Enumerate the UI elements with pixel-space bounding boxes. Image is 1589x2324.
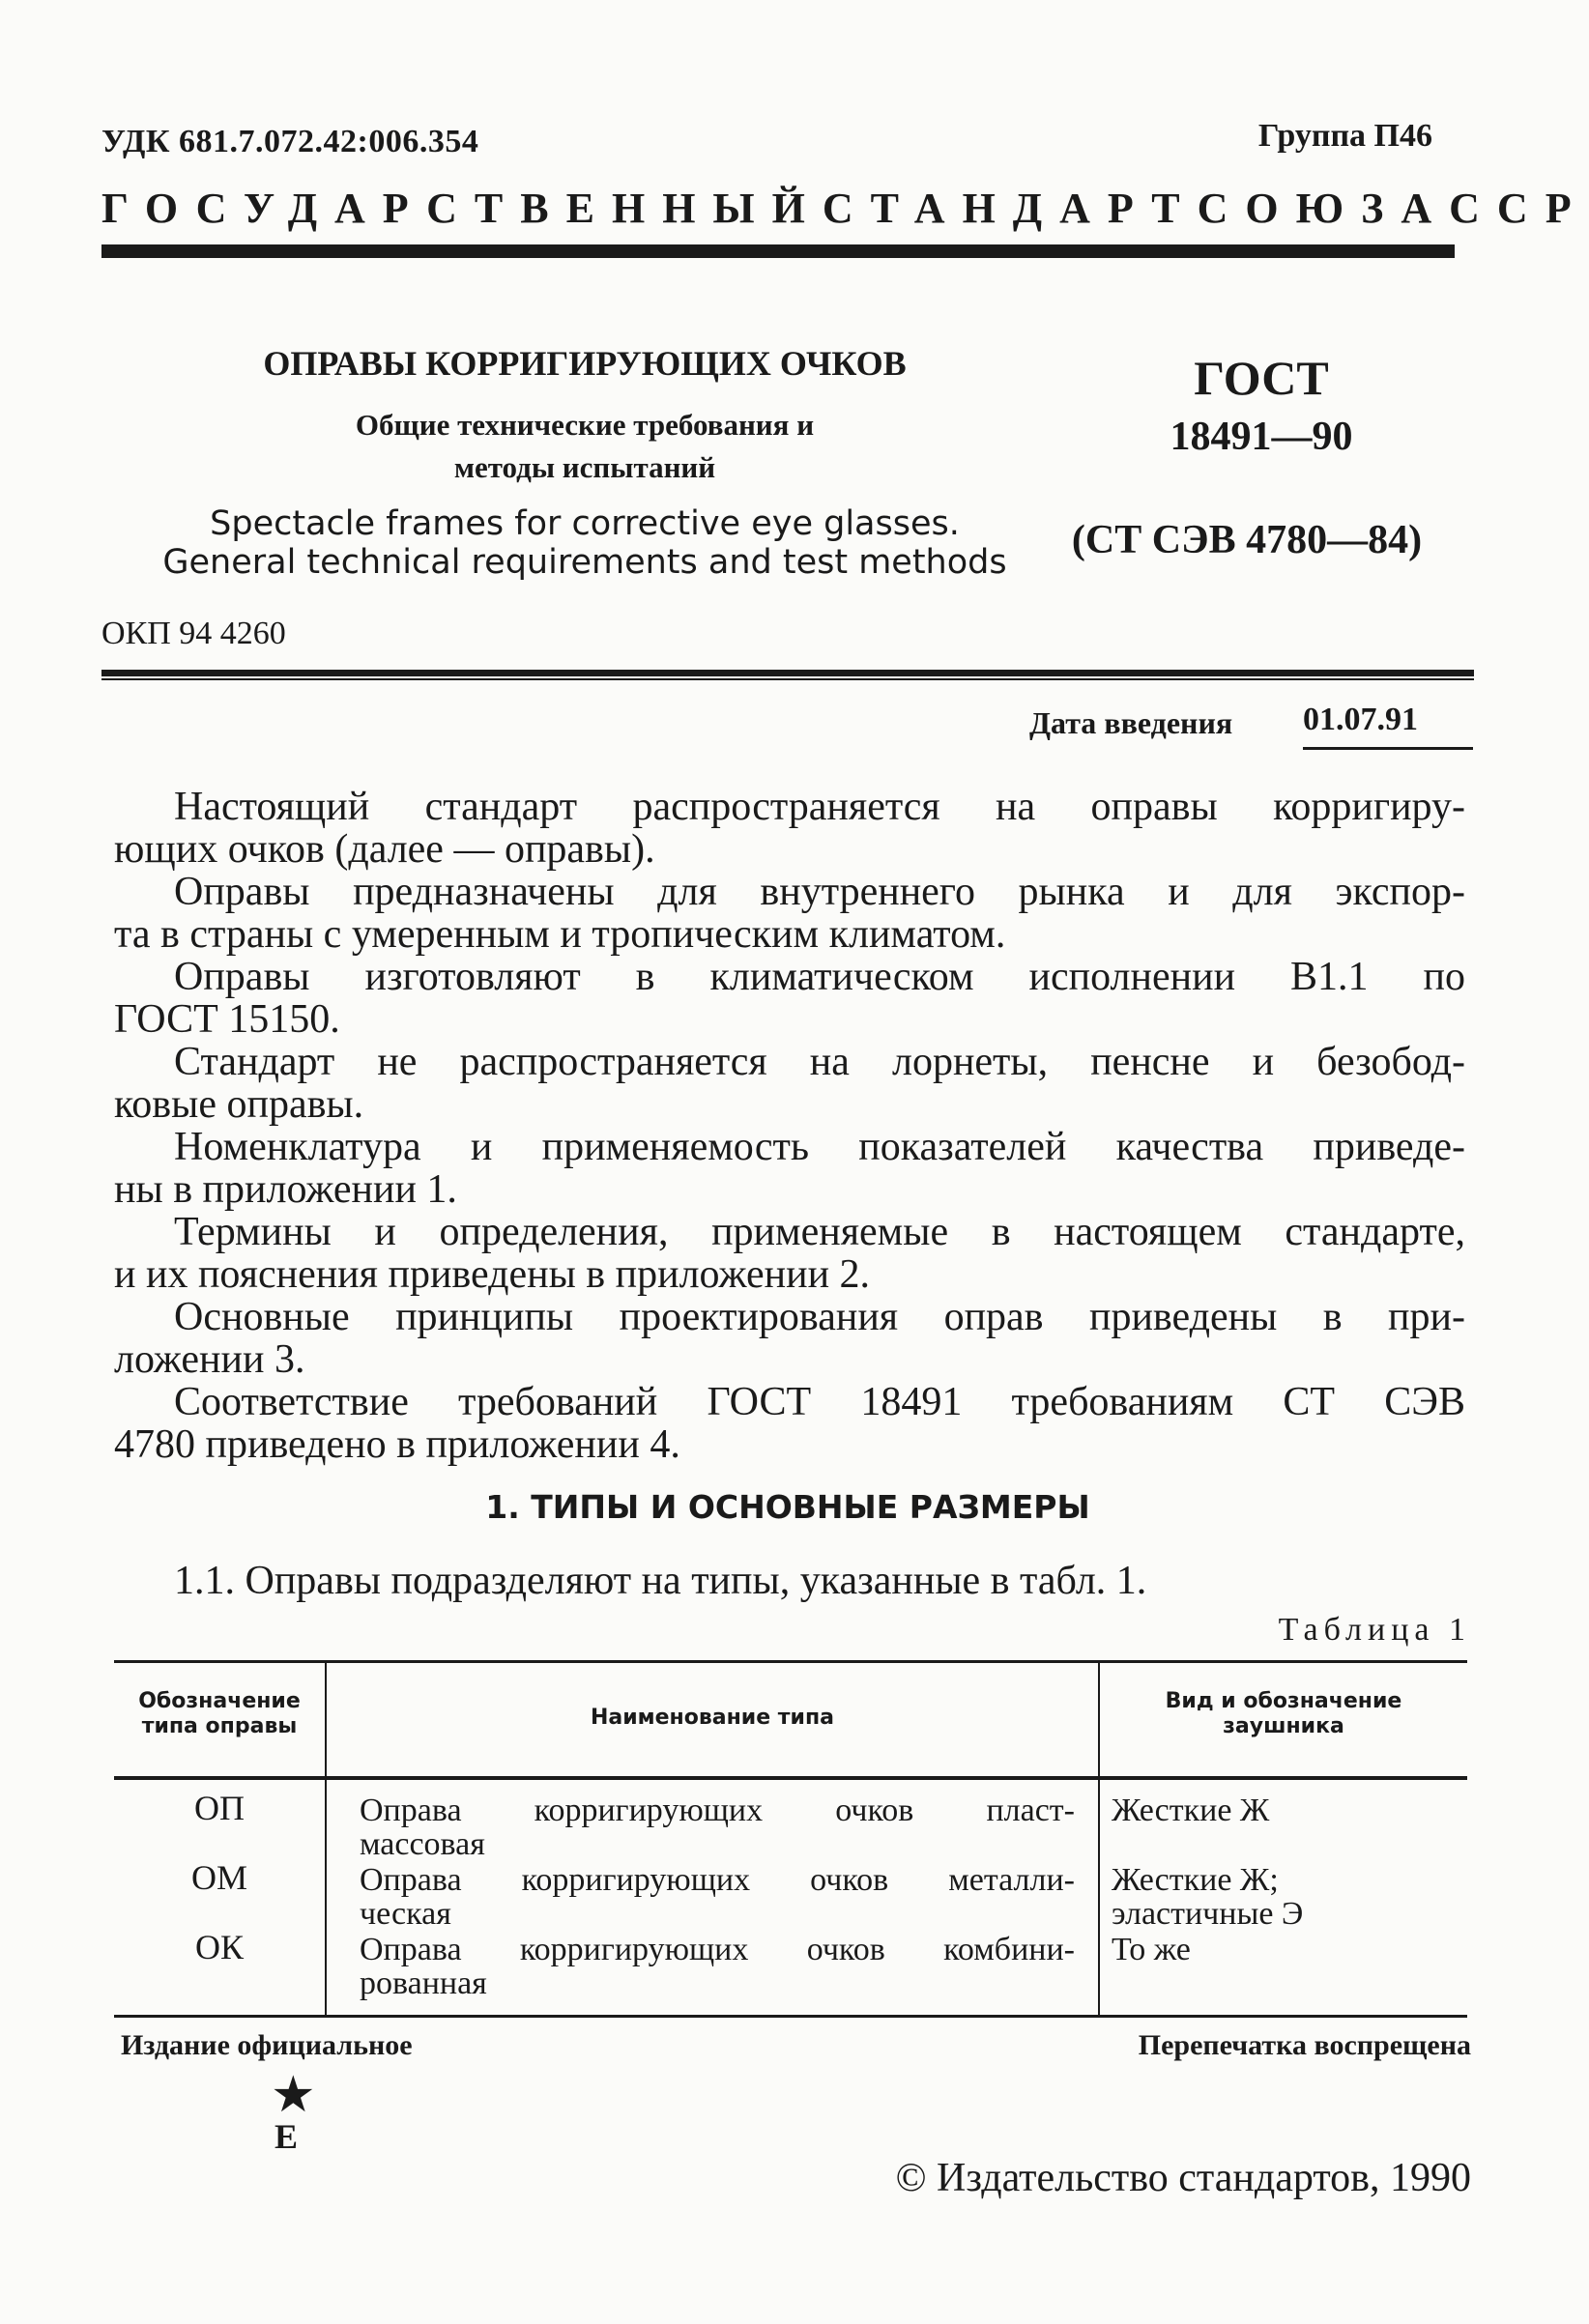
- table-header-code-line-2: типа оправы: [141, 1714, 298, 1738]
- paragraph-line: ковые оправы.: [114, 1082, 364, 1127]
- paragraph-line: Номенклатура и применяемость показателей качества приведе-: [174, 1125, 1465, 1169]
- paragraph-line: ны в приложении 1.: [114, 1167, 457, 1212]
- intro-date-value: 01.07.91: [1303, 702, 1418, 737]
- table-caption: Таблица 1: [1278, 1612, 1471, 1648]
- paragraph-line: ГОСТ 15150.: [114, 997, 340, 1042]
- paragraph-line: Стандарт не распространяется на лорнеты, пенсне и безобод-: [174, 1040, 1465, 1084]
- english-title-line-1: Spectacle frames for corrective eye glasses.: [210, 504, 960, 543]
- paragraph-line: Настоящий стандарт распространяется на оправы корригиру-: [174, 785, 1465, 829]
- table-header-code-line-1: Обозначение: [138, 1689, 301, 1713]
- intro-date-underline: [1303, 747, 1473, 750]
- document-subtitle: [208, 404, 962, 489]
- english-title: [145, 504, 1025, 582]
- table-top-rule: [114, 1660, 1467, 1663]
- table-cell-view-line: Жесткие Ж: [1112, 1793, 1270, 1828]
- table-cell-name-line: рованная: [360, 1965, 487, 2001]
- paragraph-correspondence: [114, 1381, 1465, 1466]
- table-header-view: [1100, 1689, 1467, 1739]
- paragraph-line: та в страны с умеренным и тропическим климатом.: [114, 912, 1006, 957]
- title-rule: [101, 670, 1474, 676]
- paragraph-line: Оправы изготовляют в климатическом исполнении В1.1 по: [174, 955, 1465, 999]
- table-header-rule: [114, 1776, 1467, 1780]
- table-cell-code: ОК: [194, 1928, 244, 1966]
- sev-reference: (СТ СЭВ 4780—84): [1071, 518, 1423, 562]
- table-cell-name-line: массовая: [360, 1826, 485, 1862]
- group-code: Группа П46: [1257, 118, 1432, 154]
- paragraph-design-principles: [114, 1296, 1465, 1381]
- subtitle-line-1: Общие технические требования и: [355, 408, 815, 442]
- table-cell-name: [360, 1933, 1075, 2000]
- e-mark: Е: [274, 2117, 299, 2156]
- edition-official: Издание официальное: [121, 2029, 413, 2061]
- state-standard-banner: [101, 184, 1589, 233]
- table-cell-code: ОМ: [190, 1858, 247, 1897]
- table-header-name: Наименование типа: [590, 1706, 835, 1730]
- paragraph-line: Оправы предназначены для внутреннего рынка и для экспор-: [174, 870, 1465, 914]
- section-heading: 1. ТИПЫ И ОСНОВНЫЕ РАЗМЕРЫ: [485, 1488, 1090, 1526]
- star-icon: ★: [271, 2068, 316, 2123]
- paragraph-quality-indicators: [114, 1126, 1465, 1211]
- paragraph-line: Основные принципы проектирования оправ приведены в при-: [174, 1295, 1465, 1339]
- document-title: ОПРАВЫ КОРРИГИРУЮЩИХ ОЧКОВ: [263, 344, 907, 383]
- table-cell-code: ОП: [194, 1789, 245, 1827]
- paragraph-line: 4780 приведено в приложении 4.: [114, 1422, 680, 1467]
- state-standard-word: ССР: [1449, 185, 1589, 232]
- paragraph-terms: [114, 1211, 1465, 1296]
- paragraph-climate: [114, 956, 1465, 1041]
- table-cell-name-line: ческая: [360, 1896, 451, 1932]
- paragraph-line: Термины и определения, применяемые в настоящем стандарте,: [174, 1210, 1465, 1254]
- table-cell-name-line: Оправа корригирующих очков комбини-: [360, 1932, 1075, 1967]
- english-title-line-2: General technical requirements and test methods: [162, 543, 1007, 582]
- reprint-prohibited: Перепечатка воспрещена: [1138, 2029, 1471, 2061]
- gost-number: 18491—90: [1170, 415, 1353, 459]
- table-cell-view: [1112, 1793, 1459, 1827]
- table-cell-view-line: То же: [1112, 1932, 1191, 1967]
- table-cell-view: [1112, 1933, 1459, 1966]
- paragraph-line: и их пояснения приведены в приложении 2.: [114, 1252, 871, 1297]
- state-standard-word: ГОСУДАРСТВЕННЫЙ: [101, 185, 823, 232]
- paragraph-scope: [114, 786, 1465, 871]
- intro-date-label: Дата введения: [1029, 705, 1233, 740]
- title-rule-thin: [101, 678, 1474, 680]
- subtitle-line-2: методы испытаний: [453, 450, 716, 484]
- paragraph-line: ющих очков (далее — оправы).: [114, 827, 655, 872]
- table-cell-view-line: эластичные Э: [1112, 1896, 1304, 1932]
- table-cell-name-line: Оправа корригирующих очков пласт-: [360, 1793, 1075, 1828]
- table-header-code: [114, 1689, 325, 1739]
- table-header-view-line-2: заушника: [1223, 1714, 1344, 1738]
- clause-1-1: 1.1. Оправы подразделяют на типы, указанные в табл. 1.: [174, 1559, 1147, 1603]
- gost-label: ГОСТ: [1194, 351, 1329, 405]
- table-cell-name: [360, 1863, 1075, 1931]
- table-cell-name: [360, 1793, 1075, 1861]
- table-bottom-rule: [114, 2015, 1467, 2018]
- okp-code: ОКП 94 4260: [101, 616, 286, 651]
- paragraph-line: Соответствие требований ГОСТ 18491 требованиям СТ СЭВ: [174, 1380, 1465, 1424]
- table-cell-view-line: Жесткие Ж;: [1112, 1862, 1279, 1898]
- table-cell-view: [1112, 1863, 1459, 1931]
- paragraph-line: ложении 3.: [114, 1337, 305, 1382]
- copyright: © Издательство стандартов, 1990: [895, 2156, 1471, 2200]
- paragraph-exclusions: [114, 1041, 1465, 1126]
- table-header-view-line-1: Вид и обозначение: [1165, 1689, 1402, 1713]
- udk-code: УДК 681.7.072.42:006.354: [101, 124, 479, 159]
- state-standard-word: СОЮЗА: [1197, 185, 1450, 232]
- paragraph-market: [114, 871, 1465, 956]
- header-rule: [101, 244, 1455, 258]
- state-standard-word: СТАНДАРТ: [822, 185, 1198, 232]
- table-cell-name-line: Оправа корригирующих очков металли-: [360, 1862, 1075, 1898]
